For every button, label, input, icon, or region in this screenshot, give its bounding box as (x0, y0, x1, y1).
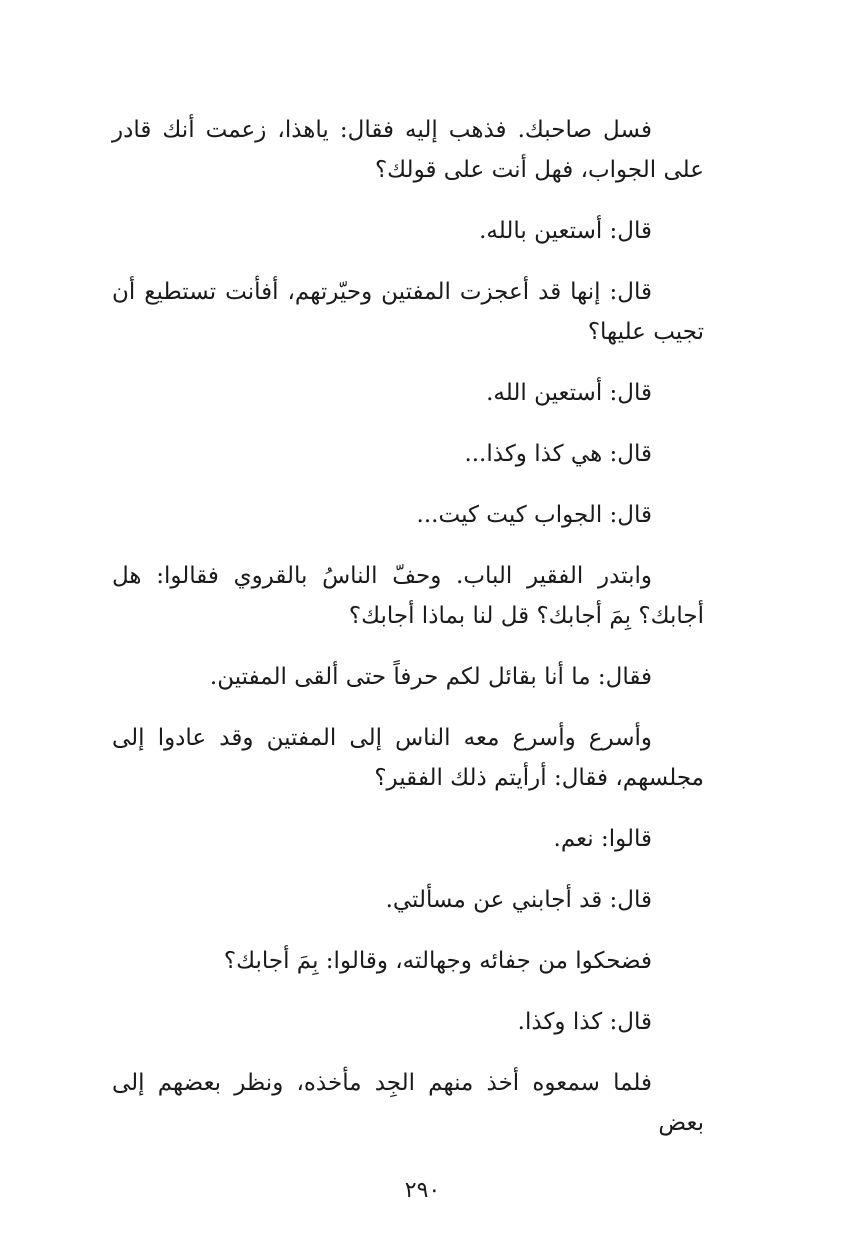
paragraph-8: فقال: ما أنا بقائل لكم حرفاً حتى ألقى المفتين. (209, 664, 652, 690)
page-number: ٢٩٠ (404, 1178, 441, 1203)
paragraph-10: قالوا: نعم. (553, 826, 652, 852)
paragraph-14: فلما سمعوه أخذ منهم الجِد مأخذه، ونظر بعضهم إلى بعض (112, 1070, 704, 1136)
paragraph-5: قال: هي كذا وكذا... (464, 441, 652, 467)
paragraph-9: وأسرع وأسرع معه الناس إلى المفتين وقد عادوا إلى مجلسهم، فقال: أرأيتم ذلك الفقير؟ (112, 725, 704, 791)
paragraph-4: قال: أستعين الله. (486, 380, 652, 406)
paragraph-3: قال: إنها قد أعجزت المفتين وحيّرتهم، أفأنت تستطيع أن تجيب عليها؟ (112, 279, 704, 345)
page-body (112, 110, 704, 1164)
paragraph-1: فسل صاحبك. فذهب إليه فقال: ياهذا، زعمت أنك قادر على الجواب، فهل أنت على قولك؟ (112, 117, 704, 183)
paragraph-12: فضحكوا من جفائه وجهالته، وقالوا: بِمَ أجابك؟ (223, 948, 652, 974)
paragraph-11: قال: قد أجابني عن مسألتي. (385, 887, 652, 913)
paragraph-2: قال: أستعين بالله. (479, 218, 652, 244)
paragraph-13: قال: كذا وكذا. (517, 1009, 652, 1035)
paragraph-6: قال: الجواب كيت كيت... (416, 502, 652, 528)
paragraph-7: وابتدر الفقير الباب. وحفّ الناسُ بالقروي فقالوا: هل أجابك؟ بِمَ أجابك؟ قل لنا بماذا أجابك؟ (112, 563, 704, 629)
